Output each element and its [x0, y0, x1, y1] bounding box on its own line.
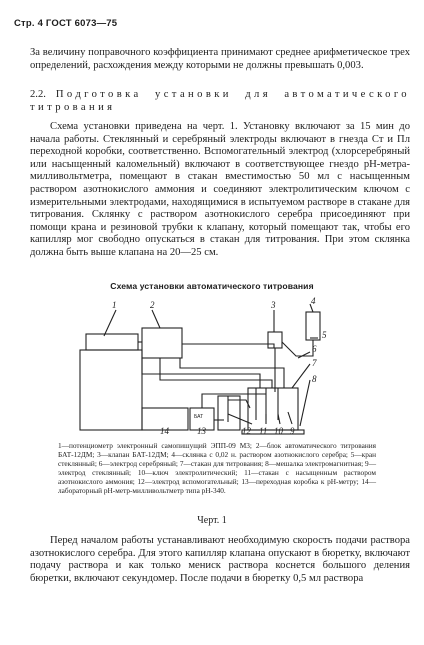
label-4: 4: [311, 296, 316, 306]
label-5: 5: [322, 330, 327, 340]
valve-3: [268, 332, 282, 348]
label-1: 1: [112, 300, 117, 310]
label-8: 8: [312, 374, 317, 384]
potentiometer-1: [80, 350, 142, 430]
figure-title: Схема установки автоматического титрования: [110, 281, 314, 291]
label-13: 13: [197, 426, 206, 436]
label-7: 7: [312, 358, 317, 368]
stirrer-8: [242, 430, 304, 434]
figure-caption: 1—потенциометр электронный самопишущий ЭПП-09 М3; 2—блок автоматического титрования БАТ-12ДМ; 3—клапан БАТ-12ДМ; 4—склянка с 0,02 н. раствором азотнокислого серебра; 5—кран стеклянный; 6—электрод серебряный; 7—стакан для титрования; 8—мешалка электромагнитная; 9—электрод стеклянный; 10—ключ электролитический; 11—стакан с насыщенным раствором азотнокислого аммония; 12—электрод вспомогательный; 13—переходная коробка к pH-метру; 14—лабораторный pH-метр-милливольтметр типа pH-340.: [58, 441, 376, 496]
label-2: 2: [150, 300, 155, 310]
label-6: 6: [312, 344, 317, 354]
label-11: 11: [259, 426, 268, 436]
figure-label: Черт. 1: [197, 515, 227, 526]
label-9: 9: [290, 426, 295, 436]
label-14: 14: [160, 426, 169, 436]
titration-setup-diagram: [60, 296, 360, 438]
device-label-bat: БАТ: [194, 414, 204, 420]
page-header: Стр. 4 ГОСТ 6073—75: [14, 18, 118, 29]
potentiometer-top: [86, 334, 138, 350]
titration-block-2: [142, 328, 182, 358]
section-title: Подготовка установки для автоматического титрования: [30, 89, 410, 113]
ammonium-beaker-11: [218, 396, 240, 430]
section-number: 2.2.: [30, 89, 46, 100]
label-10: 10: [274, 426, 283, 436]
flask-4: [306, 312, 320, 340]
section-heading: [30, 89, 410, 114]
paragraph-titration-rate: Перед началом работы устанавливают необходимую скорость подачи раствора азотнокислого серебра. Для этого капилляр клапана опускают в бюретку, включают подачу раствора и как только мениск раствора коснется большого деления бюретки, включают секундомер. После подачи в бюретку 0,5 мл раствора: [30, 535, 410, 584]
paragraph-correction-factor: За величину поправочного коэффициента принимают среднее арифметическое трех определений, расхождения между которыми не должны превышать 0,003.: [30, 47, 410, 71]
paragraph-setup-description: Схема установки приведена на черт. 1. Установку включают за 15 мин до начала работы. Стеклянный и серебряный электроды включают в гнезда Ст и Пл переходной коробки, соответственно. Вспомогательный электрод (хлорсеребряный или насыщенный каломельный) включают в соответствующее гнездо pH-метра-милливольтметра, помещают в стакан вместимостью 50 мл с насыщенным раствором азотнокислого аммония и соединяют электролитическим ключом с измерительными электродами, находящимися в испытуемом растворе в стакане для титрования. Склянку с раствором азотнокислого серебра присоединяют при помощи крана и резиновой трубки к клапану, который помещают так, чтобы его капилляр мог свободно опускаться в стакан для титрования. При этом склянка должна быть выше клапана на 20—25 см.: [30, 121, 410, 258]
label-12: 12: [242, 426, 251, 436]
label-3: 3: [271, 300, 276, 310]
